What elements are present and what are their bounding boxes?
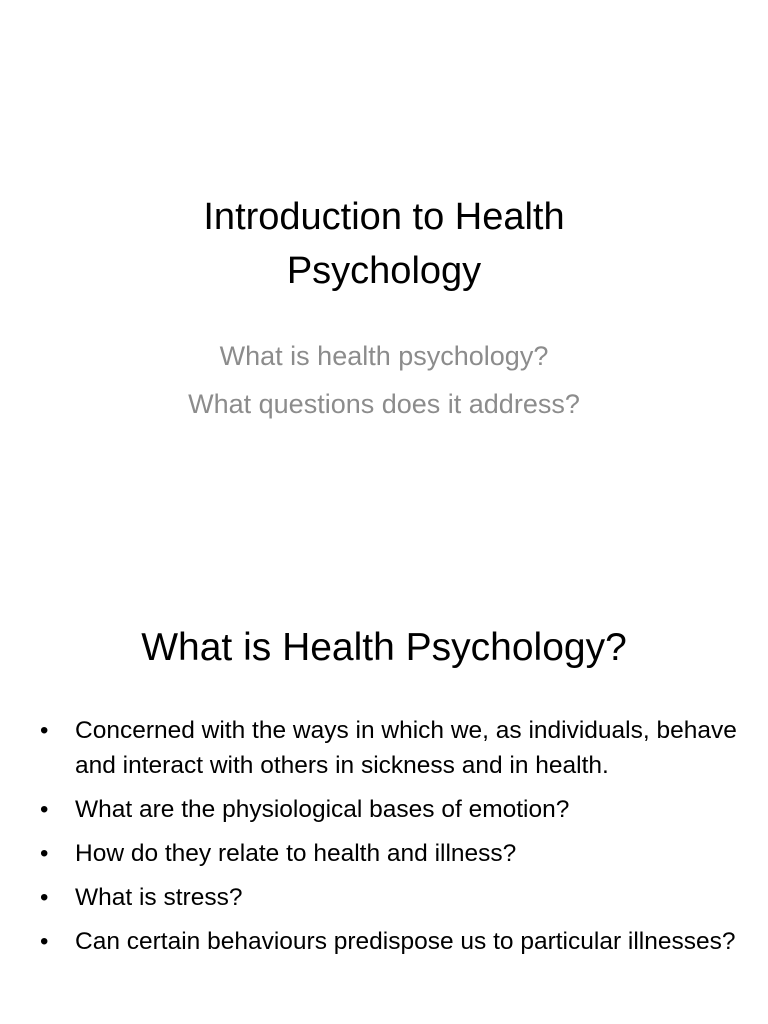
slide-what-is xyxy=(0,576,768,1024)
bullet-marker: • xyxy=(40,884,49,911)
bullet-text: What is stress? xyxy=(75,884,243,911)
subtitle-line-1: What is health psychology? xyxy=(219,341,549,371)
bullet-marker: • xyxy=(40,717,49,744)
bullet-text: How do they relate to health and illness? xyxy=(75,840,517,867)
bullet-list xyxy=(40,713,740,968)
bullet-item-emotion xyxy=(40,792,740,827)
slide-title xyxy=(0,190,768,298)
bullet-marker: • xyxy=(40,840,49,867)
slide-title-line-1: Introduction to Health xyxy=(203,196,565,238)
slide-heading: What is Health Psychology? xyxy=(141,626,627,669)
bullet-item-relate xyxy=(40,836,740,871)
slide-subtitle xyxy=(0,332,768,428)
bullet-text: Can certain behaviours predispose us to particular illnesses? xyxy=(75,928,736,955)
bullet-item-behaviours xyxy=(40,924,740,959)
bullet-text: What are the physiological bases of emotion? xyxy=(75,796,570,823)
bullet-item-ways xyxy=(40,713,740,783)
bullet-text: Concerned with the ways in which we, as individuals, behave and interact with others in sickness and in health. xyxy=(75,717,737,779)
slide-title-line-2: Psychology xyxy=(286,250,482,292)
bullet-item-stress xyxy=(40,880,740,915)
subtitle-line-2: What questions does it address? xyxy=(188,389,580,419)
bullet-marker: • xyxy=(40,796,49,823)
bullet-marker: • xyxy=(40,928,49,955)
